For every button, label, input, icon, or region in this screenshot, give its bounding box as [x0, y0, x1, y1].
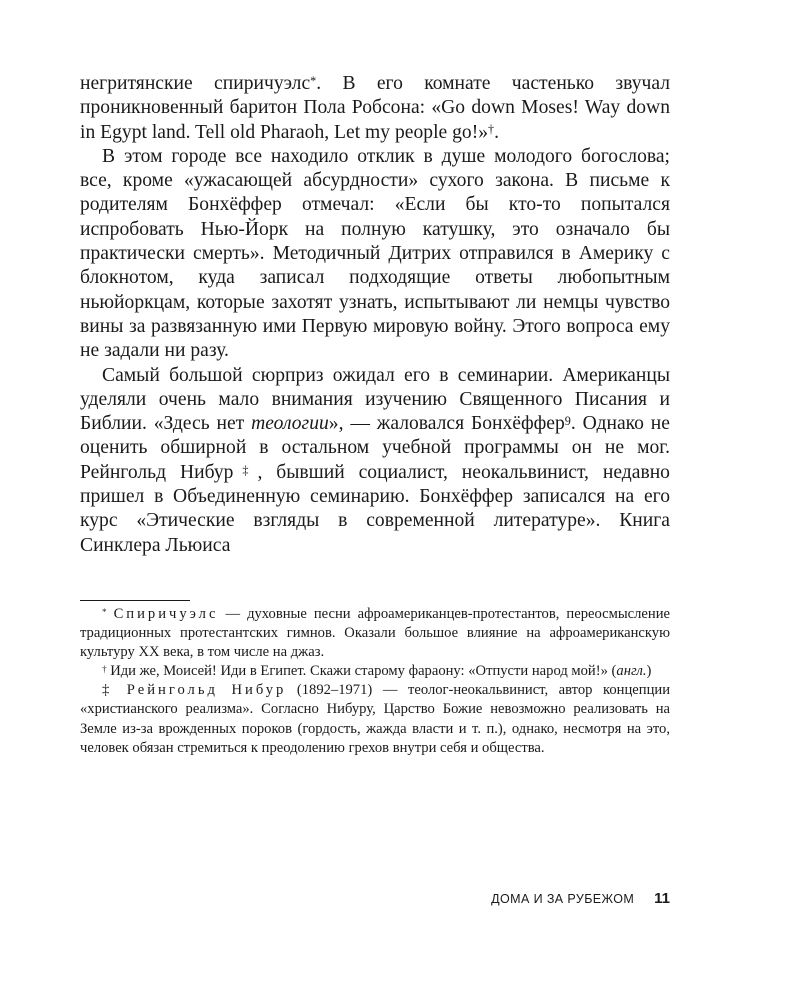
- footnote-text: — духовные песни афроамериканцев-протестантов, переосмысление традиционных протестантских гимнов. Оказали большое влияние на афроамериканскую культуру XX века, в том числе на джаз.: [80, 605, 670, 661]
- text-run: Самый большой сюрприз ожидал его в семинарии. Американцы уделяли очень мало внимания изучению Священного Писания и Библии. «Здесь нет: [80, 364, 670, 435]
- paragraph-3: [80, 364, 670, 558]
- text-run: , бывший социалист, неокальвинист, недавно пришел в Объединенную семинарию. Бонхёффер записался на его курс «Этические взгляды в современной литературе». Книга Синклера Льюиса: [80, 461, 670, 556]
- text-run: . В его комнате частенько звучал проникновенный баритон Пола Робсона: «Go down Moses! Way down in Egypt land. Tell old Pharaoh, Let my people go!»: [80, 73, 670, 143]
- page-number: 11: [654, 890, 670, 907]
- footnote-mark: *: [102, 606, 107, 617]
- text-run: .: [494, 121, 500, 143]
- running-title: ДОМА И ЗА РУБЕЖОМ: [491, 892, 635, 906]
- footnote-ref: *: [310, 73, 317, 88]
- running-footer: [80, 890, 670, 908]
- footnote-2: [80, 662, 670, 681]
- footnote-1: [80, 605, 670, 662]
- text-run: . Однако не оценить обширной в остальном учебной программы он не мог. Рейнгольд Нибур: [80, 413, 670, 483]
- main-text: [80, 72, 670, 558]
- footnote-text: (1892–1971) — теолог-неокальвинист, автор концепции «христианского реализма». Согласно Нибуру, Царство Божие невозможно реализовать на Земле из-за врожденных пороков (гордость, жажда власти и т. п.), однако, несмотря на это, человек обязан стремиться к преодолению грехов внутри себя и общества.: [80, 682, 670, 756]
- footnote-language: англ.: [616, 663, 647, 680]
- footnote-ref: ‡: [233, 462, 258, 477]
- footnote-mark: ‡: [102, 682, 117, 699]
- text-run: », — жаловался Бонхёффер: [328, 413, 565, 435]
- book-page: [80, 72, 670, 758]
- footnotes: [80, 605, 670, 758]
- footnote-mark: †: [102, 664, 107, 675]
- text-run: негритянские спиричуэлс: [80, 73, 311, 94]
- endnote-ref: 9: [564, 413, 571, 428]
- paragraph-1: [80, 72, 670, 145]
- footnote-text: Иди же, Моисей! Иди в Египет. Скажи старому фараону: «Отпусти народ мой!» (: [110, 663, 617, 680]
- paragraph-2: В этом городе все находило отклик в душе молодого богослова; все, кроме «ужасающей абсурдности» сухого закона. В письме к родителям Бонхёффер отмечал: «Если бы кто-то попытался испробовать Нью-Йорк на полную катушку, это означало бы практически смерть». Методичный Дитрих отправился в Америку с блокнотом, куда записал подходящие ответы любопытным ньюйоркцам, которые захотят узнать, испытывают ли немцы чувство вины за развязанную ими Первую мировую войну. Этого вопроса ему не задали ни разу.: [80, 145, 670, 362]
- footnote-term: Рейнгольд Нибур: [126, 682, 287, 699]
- footnote-term: Спиричуэлс: [113, 605, 219, 622]
- footnote-divider: [80, 600, 190, 601]
- emphasis-text: теологии: [251, 413, 329, 435]
- footnote-text: ): [646, 663, 652, 680]
- footnote-ref: †: [488, 122, 495, 137]
- footnote-3: [80, 681, 670, 757]
